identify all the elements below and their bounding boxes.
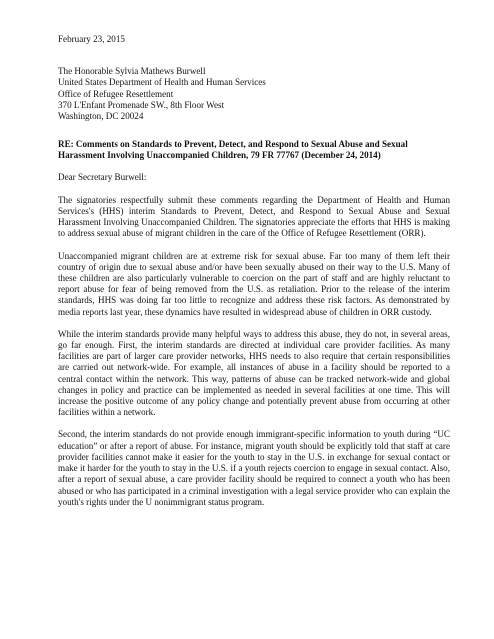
subject-line: RE: Comments on Standards to Prevent, Detect, and Respond to Sexual Abuse and Sexual Harassment Involving Unaccompanied Children, 79 FR 77767 (December 24, 2014) [58,139,408,161]
recipient-office: Office of Refugee Resettlement [58,88,174,99]
letter-page [58,34,450,519]
body-paragraph-network: While the interim standards provide many helpful ways to address this abuse, they do not, in several areas, go far enough. First, the interim standards are directed at individual care provider facilities. As many facilities are part of larger care provider networks, HHS needs to also require that certain responsibilities are carried out network-wide. For example, all instances of abuse in a facility should be reported to a central contact within the network. This way, patterns of abuse can be tracked network-wide and global changes in policy and practice can be implemented as needed in several facilities at one time. This will increase the positive outcome of any policy change and potentially prevent abuse from occurring at other facilities within a network. [58,328,450,418]
recipient-street: 370 L'Enfant Promenade SW., 8th Floor West [58,99,225,110]
recipient-address-block [58,66,450,122]
recipient-name: The Honorable Sylvia Mathews Burwell [58,66,206,77]
body-paragraph-risk: Unaccompanied migrant children are at extreme risk for sexual abuse. Far too many of them left their country of origin due to sexual abuse and/or have been sexually abused on their way to the U.S. Many of these children are also particularly vulnerable to coercion on the part of staff and are highly reluctant to report abuse for fear of being removed from the U.S. as retaliation. Prior to the release of the interim standards, HHS was doing far too little to recognize and address these risk factors. As demonstrated by media reports last year, these dynamics have resulted in widespread abuse of children in ORR custody. [58,250,450,317]
body-paragraph-intro: The signatories respectfully submit these comments regarding the Department of Health and Human Services's (HHS) interim Standards to Prevent, Detect, and Respond to Sexual Abuse and Sexual Harassment Involving Unaccompanied Children. The signatories appreciate the efforts that HHS is making to address sexual abuse of migrant children in the care of the Office of Refugee Resettlement (ORR). [58,194,450,239]
recipient-city: Washington, DC 20024 [58,111,144,122]
salutation: Dear Secretary Burwell: [58,171,147,182]
body-paragraph-immigrant-info: Second, the interim standards do not provide enough immigrant-specific information to youth during “UC education” or after a report of abuse. For instance, migrant youth should be explicitly told that staff at care provider facilities cannot make it easier for the youth to stay in the U.S. in exchange for sexual contact or make it harder for the youth to stay in the U.S. if a youth rejects coercion to engage in sexual contact. Also, after a report of sexual abuse, a care provider facility should be required to connect a youth who has been abused or who has participated in a criminal investigation with a legal service provider who can explain the youth's rights under the U nonimmigrant status program. [58,429,450,507]
recipient-department: United States Department of Health and Human Services [58,77,266,88]
letter-date: February 23, 2015 [58,34,125,44]
